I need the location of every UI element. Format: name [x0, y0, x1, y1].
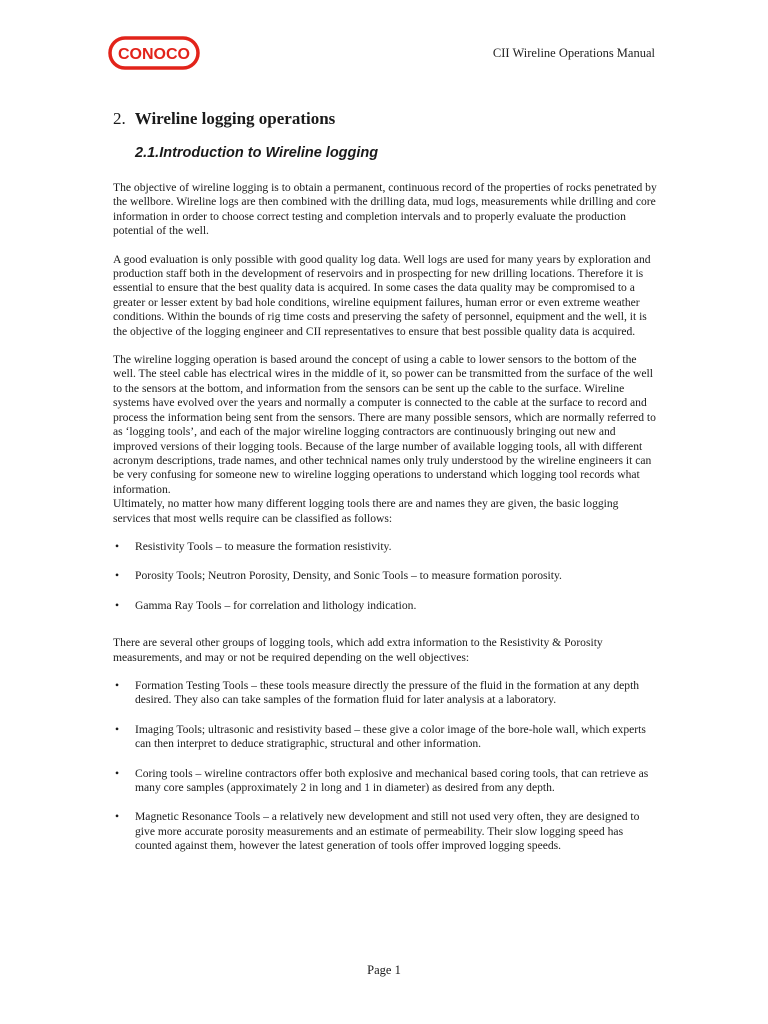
paragraph-objective: The objective of wireline logging is to obtain a permanent, continuous record of the properties of rocks penetrated by the wellbore. Wireline logs are then combined with the drilling data, mud logs, measurements while drilling and core information in order to choose correct testing and completion intervals and to properly evaluate the production potential of the well.	[113, 181, 657, 238]
section-heading	[113, 109, 335, 129]
other-groups-list	[113, 679, 658, 854]
list-item	[113, 540, 658, 554]
manual-title: CII Wireline Operations Manual	[492, 46, 655, 60]
list-item	[113, 767, 658, 796]
list-item-text: Gamma Ray Tools – for correlation and lithology indication.	[135, 598, 417, 612]
list-item	[113, 569, 658, 583]
list-item-text: Coring tools – wireline contractors offer both explosive and mechanical based coring tools, that can retrieve as many core samples (approximately 2 in long and 1 in diameter) as desired from any depth.	[135, 766, 649, 794]
list-item	[113, 599, 658, 613]
bullet-icon: •	[115, 766, 120, 780]
paragraph-operation: The wireline logging operation is based around the concept of using a cable to lower sensors to the bottom of the well. The steel cable has electrical wires in the middle of it, so power can be transmitted from the surface of the well to the sensors at the bottom, and information from the sensors can be sent up the cable to the surface. Wireline systems have evolved over the years and normally a computer is connected to the cable at the surface to record and process the information being sent from the sensors. There are many possible sensors, which are normally referred to as ‘logging tools’, and each of the major wireline logging contractors are continuously bringing out new and improved versions of their logging tools. Because of the large number of available logging tools, all with different acronym descriptions, trade names, and other technical names only truly understood by the wireline engineers it can be very confusing for someone new to wireline logging operations to understand which logging tool records what information.	[113, 353, 656, 496]
bullet-icon: •	[115, 678, 120, 692]
logo-text: CONOCO	[118, 46, 190, 63]
paragraph-evaluation: A good evaluation is only possible with good quality log data. Well logs are used for many years by exploration and production staff both in the development of reservoirs and in prospecting for new drilling locations. Therefore it is essential to ensure that the best quality data is acquired. In some cases the data quality may be compromised to a greater or lesser extent by bad hole conditions, wireline equipment failures, human error or even extreme weather conditions. Within the bounds of rig time costs and preserving the safety of personnel, equipment and the well, it is the objective of the logging engineer and CII representatives to ensure that best possible quality data is acquired.	[113, 252, 651, 338]
conoco-logo	[108, 36, 200, 70]
bullet-icon: •	[115, 722, 120, 736]
paragraph-other-groups: There are several other groups of logging tools, which add extra information to the Resistivity & Porosity measurements, and may or not be required depending on the well objectives:	[113, 636, 603, 664]
page-number: Page 1	[367, 963, 401, 977]
list-item	[113, 723, 658, 752]
bullet-icon: •	[115, 569, 120, 583]
paragraph-classification: Ultimately, no matter how many different logging tools there are and names they are given, the basic logging services that most wells require can be classified as follows:	[113, 497, 619, 525]
bullet-icon: •	[115, 810, 120, 824]
document-body	[113, 181, 658, 869]
subsection-number: 2.1.	[135, 145, 160, 161]
section-number: 2.	[113, 109, 126, 128]
list-item	[113, 810, 658, 853]
bullet-icon: •	[115, 598, 120, 612]
list-item-text: Porosity Tools; Neutron Porosity, Density, and Sonic Tools – to measure formation porosity.	[135, 569, 562, 583]
list-item-text: Formation Testing Tools – these tools measure directly the pressure of the fluid in the formation at any depth desired. They also can take samples of the formation fluid for later analysis at a laboratory.	[135, 678, 640, 707]
list-item	[113, 679, 658, 708]
section-title: Wireline logging operations	[134, 109, 336, 128]
bullet-icon: •	[115, 539, 120, 553]
list-item-text: Imaging Tools; ultrasonic and resistivity based – these give a color image of the bore-hole wall, which experts can then interpret to deduce stratigraphic, structural and other information.	[135, 722, 646, 751]
list-item-text: Magnetic Resonance Tools – a relatively new development and still not used very often, they are designed to give more accurate porosity measurements and an estimate of permeability. Their slow logging speed has counted against them, however the latest generation of tools offer improved logging speeds.	[135, 810, 640, 853]
subsection-title: Introduction to Wireline logging	[159, 145, 379, 161]
subsection-heading	[135, 145, 378, 161]
list-item-text: Resistivity Tools – to measure the formation resistivity.	[135, 539, 392, 553]
basic-services-list	[113, 540, 658, 613]
